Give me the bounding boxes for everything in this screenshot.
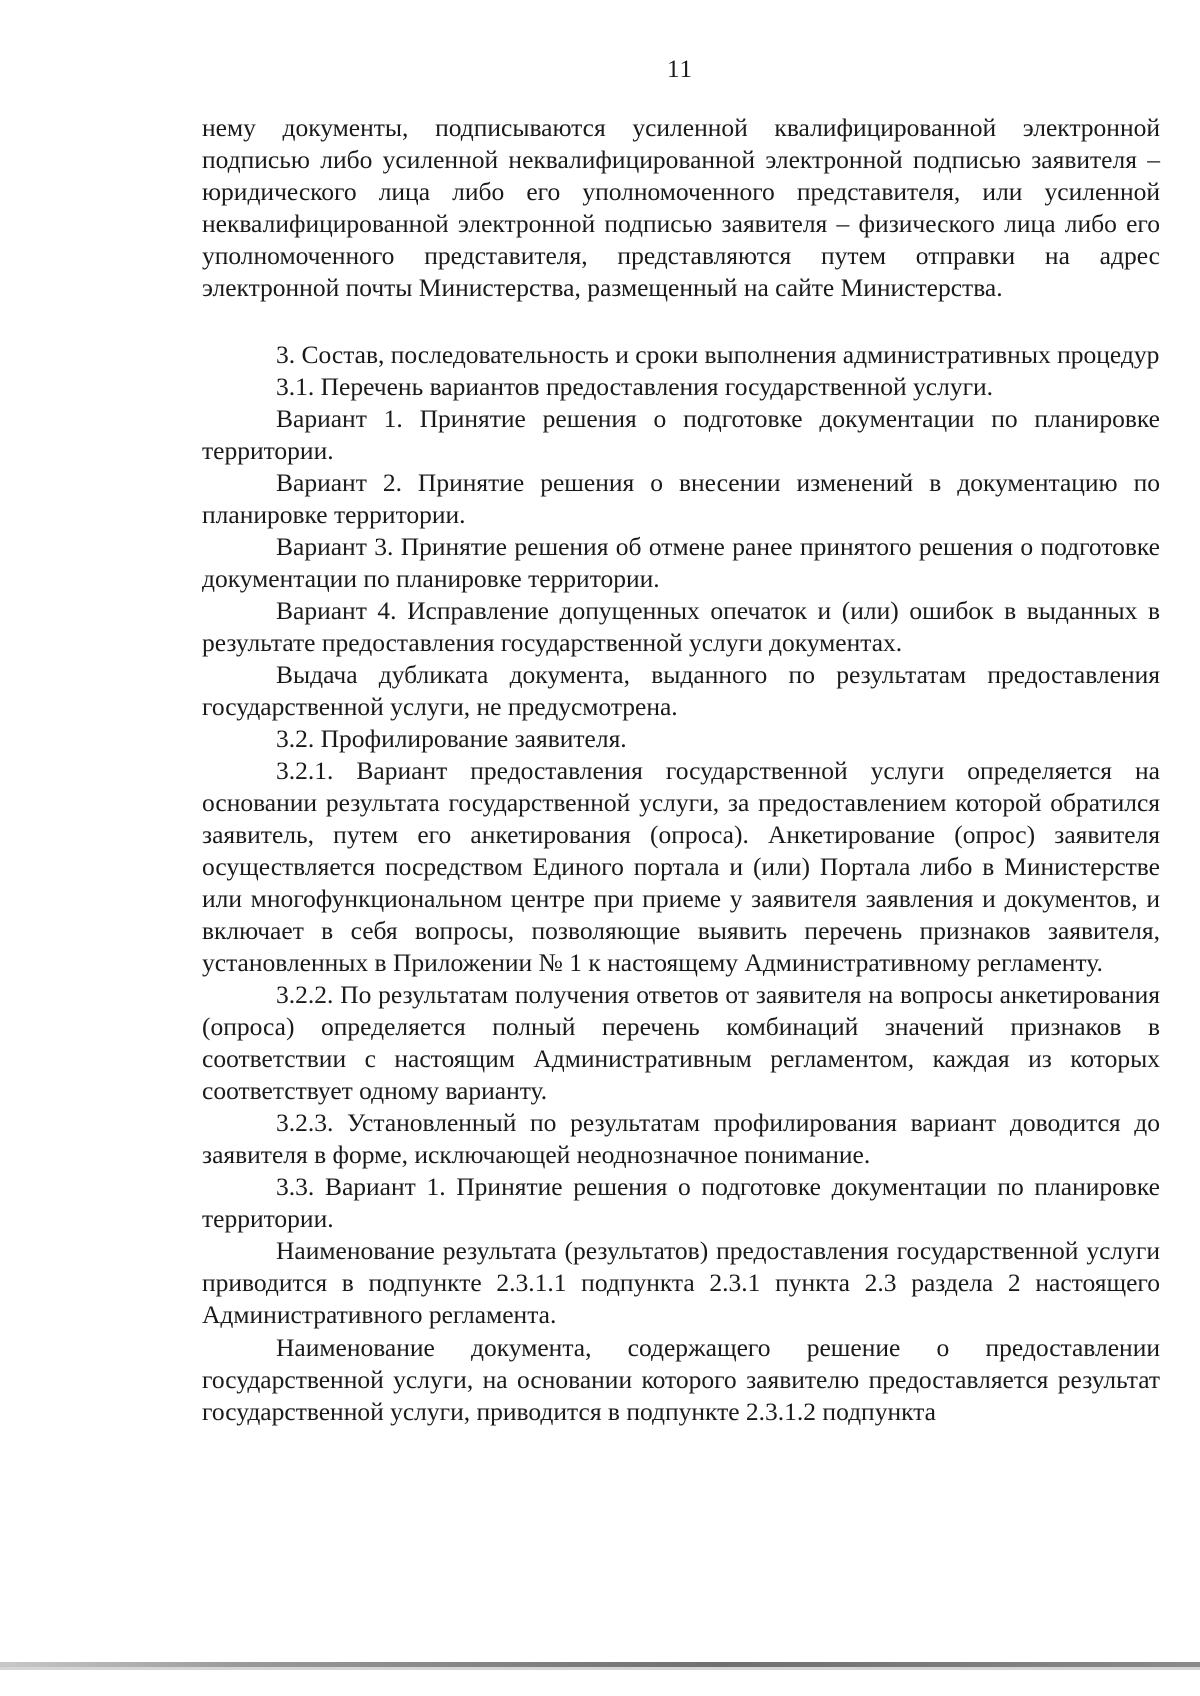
paragraph-variant-1: Вариант 1. Принятие решения о подготовке документации по планировке территории. xyxy=(202,404,1160,465)
paragraph-3-2-2: 3.2.2. По результатам получения ответов от заявителя на вопросы анкетирования (опроса) определяется полный перечень комбинаций значений признаков в соответствии с настоящим Административным регламентом, каждая из которых соответствует одному варианту. xyxy=(202,980,1160,1105)
paragraph-3-2: 3.2. Профилирование заявителя. xyxy=(276,724,627,753)
section-3-heading: 3. Состав, последовательность и сроки выполнения административных процедур xyxy=(276,340,1160,369)
paragraph-duplicate: Выдача дубликата документа, выданного по результатам предоставления государственной услуги, не предусмотрена. xyxy=(202,660,1160,721)
paragraph-document-name: Наименование документа, содержащего решение о предоставлении государственной услуги, на основании которого заявителю предоставляется результат государственной услуги, приводится в подпункте 2.3.1.2 подпункта xyxy=(202,1333,1160,1426)
page-number: 11 xyxy=(666,56,694,83)
paragraph-variant-2: Вариант 2. Принятие решения о внесении изменений в документацию по планировке территории. xyxy=(202,468,1160,529)
paragraph-3-1: 3.1. Перечень вариантов предоставления государственной услуги. xyxy=(276,372,994,401)
paragraph-variant-4: Вариант 4. Исправление допущенных опечаток и (или) ошибок в выданных в результате предоставления государственной услуги документах. xyxy=(202,596,1160,657)
paragraph-continuation: нему документы, подписываются усиленной квалифицированной электронной подписью либо усиленной неквалифицированной электронной подписью заявителя – юридического лица либо его уполномоченного представителя, или усиленной неквалифицированной электронной подписью заявителя – физического лица либо его уполномоченного представителя, представляются путем отправки на адрес электронной почты Министерства, размещенный на сайте Министерства. xyxy=(202,113,1160,302)
paragraph-3-2-1: 3.2.1. Вариант предоставления государственной услуги определяется на основании результата государственной услуги, за предоставлением которой обратился заявитель, путем его анкетирования (опроса). Анкетирование (опрос) заявителя осуществляется посредством Единого портала и (или) Портала либо в Министерстве или многофункциональном центре при приеме у заявителя заявления и документов, и включает в себя вопросы, позволяющие выявить перечень признаков заявителя, установленных в Приложении № 1 к настоящему Административному регламенту. xyxy=(202,756,1160,977)
paragraph-result-name: Наименование результата (результатов) предоставления государственной услуги приводится в подпункте 2.3.1.1 подпункта 2.3.1 пункта 2.3 раздела 2 настоящего Административного регламента. xyxy=(202,1236,1160,1329)
document-body xyxy=(202,112,1160,1428)
paragraph-variant-3: Вариант 3. Принятие решения об отмене ранее принятого решения о подготовке документации по планировке территории. xyxy=(202,532,1160,593)
paragraph-3-2-3: 3.2.3. Установленный по результатам профилирования вариант доводится до заявителя в форме, исключающей неоднозначное понимание. xyxy=(202,1108,1160,1169)
bottom-scan-shadow xyxy=(0,1667,1200,1670)
paragraph-3-3: 3.3. Вариант 1. Принятие решения о подготовке документации по планировке территории. xyxy=(202,1172,1160,1233)
